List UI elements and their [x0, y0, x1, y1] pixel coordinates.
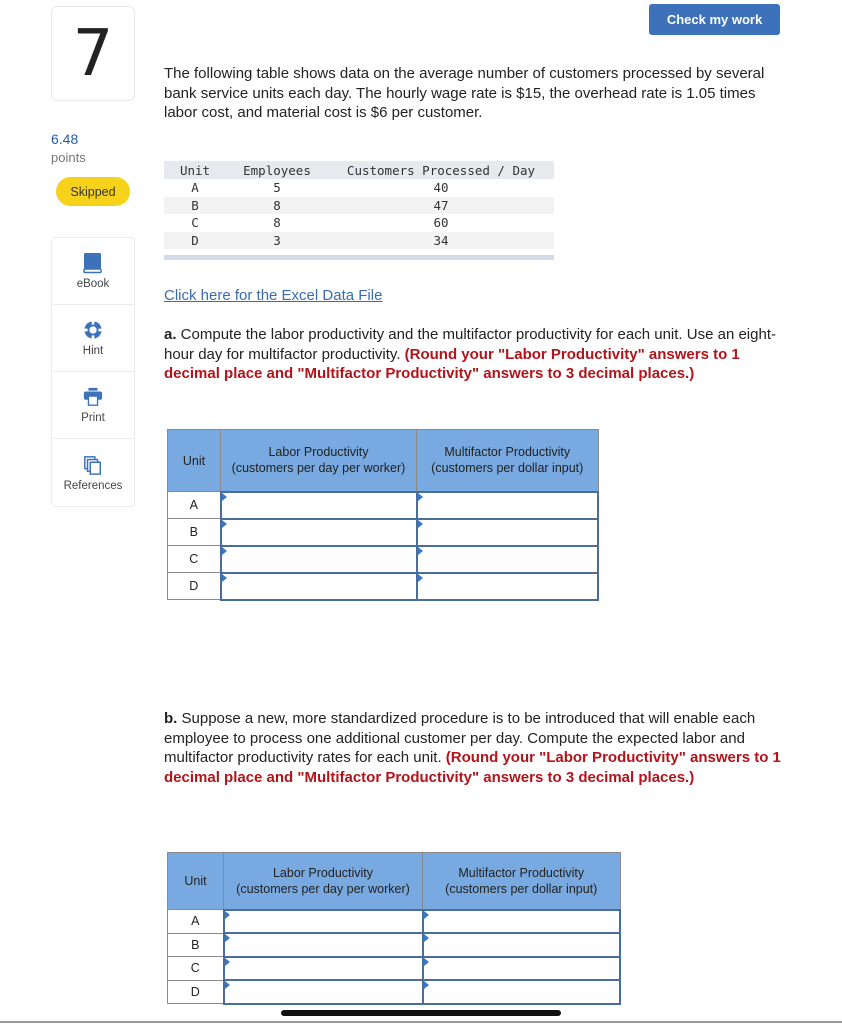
hint-button[interactable]	[52, 305, 134, 372]
table-divider	[164, 255, 554, 260]
labor-productivity-cell[interactable]	[224, 910, 423, 934]
bottom-divider	[0, 1021, 842, 1023]
labor-productivity-input-a[interactable]	[225, 911, 422, 933]
labor-productivity-cell[interactable]	[221, 492, 417, 519]
header-multifactor-productivity	[417, 430, 599, 492]
row-unit: C	[168, 957, 224, 981]
part-a-instruction: (Round your "Labor Productivity" answers to 1 decimal place and "Multifactor Productivity" answers to 3 decimal places.)	[164, 345, 740, 382]
multifactor-productivity-input-b[interactable]	[424, 934, 620, 956]
part-b-answer-table	[167, 852, 621, 1005]
check-my-work-button[interactable]: Check my work	[649, 4, 780, 35]
multifactor-productivity-cell[interactable]	[417, 573, 599, 600]
part-a-lead: a.	[164, 326, 177, 343]
table-row	[168, 492, 599, 519]
row-unit: C	[168, 546, 221, 573]
multifactor-productivity-input-a[interactable]	[418, 493, 598, 518]
multifactor-productivity-cell[interactable]	[417, 492, 599, 519]
header-unit: Unit	[168, 430, 221, 492]
part-b-prompt	[164, 709, 789, 787]
table-row	[164, 197, 554, 215]
print-button[interactable]	[52, 372, 134, 439]
row-unit: A	[168, 910, 224, 934]
table-row	[168, 910, 621, 934]
header-multi-line1: Multifactor Productivity	[458, 865, 585, 880]
multifactor-productivity-input-c[interactable]	[424, 958, 620, 980]
row-unit: D	[168, 573, 221, 600]
cell-unit: B	[164, 197, 226, 215]
multifactor-productivity-input-b[interactable]	[418, 520, 598, 545]
row-unit: D	[168, 980, 224, 1004]
header-unit: Unit	[168, 853, 224, 910]
home-indicator[interactable]	[281, 1010, 561, 1016]
cell-customers: 40	[433, 180, 449, 196]
hint-label: Hint	[82, 345, 104, 357]
table-row	[168, 933, 621, 957]
cell-employees: 8	[273, 215, 281, 231]
tools-panel	[51, 237, 135, 507]
header-labor-line1: Labor Productivity	[272, 865, 374, 880]
excel-data-file-link[interactable]: Click here for the Excel Data File	[164, 287, 383, 304]
multifactor-productivity-cell[interactable]	[423, 910, 621, 934]
table-row	[168, 546, 599, 573]
multifactor-productivity-input-d[interactable]	[418, 574, 598, 599]
ebook-label: eBook	[76, 278, 110, 290]
header-unit: Unit	[164, 161, 226, 179]
cell-unit: D	[164, 232, 226, 250]
references-label: References	[63, 479, 123, 492]
header-labor-line1: Labor Productivity	[268, 445, 369, 460]
points-value: 6.48	[51, 131, 79, 147]
cell-customers: 60	[433, 215, 449, 231]
references-button[interactable]	[52, 439, 134, 506]
multifactor-productivity-input-d[interactable]	[424, 981, 620, 1003]
row-unit: B	[168, 933, 224, 957]
row-unit: B	[168, 519, 221, 546]
labor-productivity-input-c[interactable]	[222, 547, 416, 572]
part-b-text: Suppose a new, more standardized procedure is to be introduced that will enable each employee to process one additional customer per day. Compute the expected labor and multifactor productivity rates for each unit.	[164, 710, 756, 766]
multifactor-productivity-cell[interactable]	[417, 546, 599, 573]
header-multi-line1: Multifactor Productivity	[444, 445, 571, 460]
cell-employees: 3	[226, 232, 328, 250]
table-row	[168, 519, 599, 546]
copy-pages-icon	[83, 454, 103, 476]
table-row	[168, 957, 621, 981]
table-row	[164, 214, 554, 232]
book-icon	[83, 252, 103, 274]
labor-productivity-cell[interactable]	[221, 546, 417, 573]
status-badge: Skipped	[56, 177, 130, 206]
cell-customers: 34	[328, 232, 554, 250]
header-multifactor-productivity	[423, 853, 621, 910]
multifactor-productivity-input-a[interactable]	[424, 911, 620, 933]
part-a-answer-table	[167, 429, 599, 601]
multifactor-productivity-cell[interactable]	[423, 933, 621, 957]
data-table-header	[164, 161, 554, 179]
cell-customers: 47	[328, 197, 554, 215]
multifactor-productivity-cell[interactable]	[417, 519, 599, 546]
part-b-lead: b.	[164, 710, 178, 727]
header-labor-line2: (customers per day per worker)	[231, 461, 406, 476]
multifactor-productivity-input-c[interactable]	[418, 547, 598, 572]
table-row	[168, 980, 621, 1004]
labor-productivity-cell[interactable]	[221, 519, 417, 546]
row-unit: A	[168, 492, 221, 519]
labor-productivity-cell[interactable]	[221, 573, 417, 600]
labor-productivity-input-b[interactable]	[222, 520, 416, 545]
labor-productivity-cell[interactable]	[224, 980, 423, 1004]
points-label: points	[51, 150, 86, 165]
problem-intro: The following table shows data on the average number of customers processed by several bank service units each day. The hourly wage rate is $15, the overhead rate is 1.05 times labor cost, and material cost is $6 per customer.	[164, 65, 765, 121]
lifebuoy-icon	[83, 319, 103, 341]
ebook-button[interactable]	[52, 238, 134, 305]
header-labor-productivity	[221, 430, 417, 492]
cell-unit: C	[191, 215, 199, 231]
table-row	[164, 232, 554, 250]
header-multi-line2: (customers per dollar input)	[445, 881, 598, 896]
header-customers: Customers Processed / Day	[328, 161, 554, 179]
cell-employees: 5	[273, 180, 281, 196]
header-labor-line2: (customers per day per worker)	[236, 881, 410, 896]
answer-table-header	[168, 430, 599, 492]
part-b-instruction: (Round your "Labor Productivity" answers to 1 decimal place and "Multifactor Productivity" answers to 3 decimal places.)	[164, 749, 781, 786]
cell-employees: 8	[226, 197, 328, 215]
multifactor-productivity-cell[interactable]	[423, 980, 621, 1004]
answer-table-header	[168, 853, 621, 910]
part-a-prompt	[164, 325, 789, 384]
cell-unit: A	[191, 180, 199, 196]
labor-productivity-input-a[interactable]	[222, 493, 416, 518]
header-multi-line2: (customers per dollar input)	[431, 461, 584, 476]
labor-productivity-input-d[interactable]	[225, 981, 422, 1003]
multifactor-productivity-cell[interactable]	[423, 957, 621, 981]
printer-icon	[83, 386, 103, 408]
data-table	[164, 161, 554, 249]
labor-productivity-cell[interactable]	[224, 957, 423, 981]
part-a-text: Compute the labor productivity and the multifactor productivity for each unit. Use an eight-hour day for multifactor productivity.	[164, 326, 776, 363]
table-row	[168, 573, 599, 600]
header-employees: Employees	[226, 161, 328, 179]
labor-productivity-cell[interactable]	[224, 933, 423, 957]
header-labor-productivity	[224, 853, 423, 910]
question-number: 7	[51, 6, 135, 101]
labor-productivity-input-d[interactable]	[222, 574, 416, 599]
print-label: Print	[81, 412, 105, 424]
labor-productivity-input-b[interactable]	[225, 934, 422, 956]
table-row	[164, 179, 554, 197]
labor-productivity-input-c[interactable]	[225, 958, 422, 980]
